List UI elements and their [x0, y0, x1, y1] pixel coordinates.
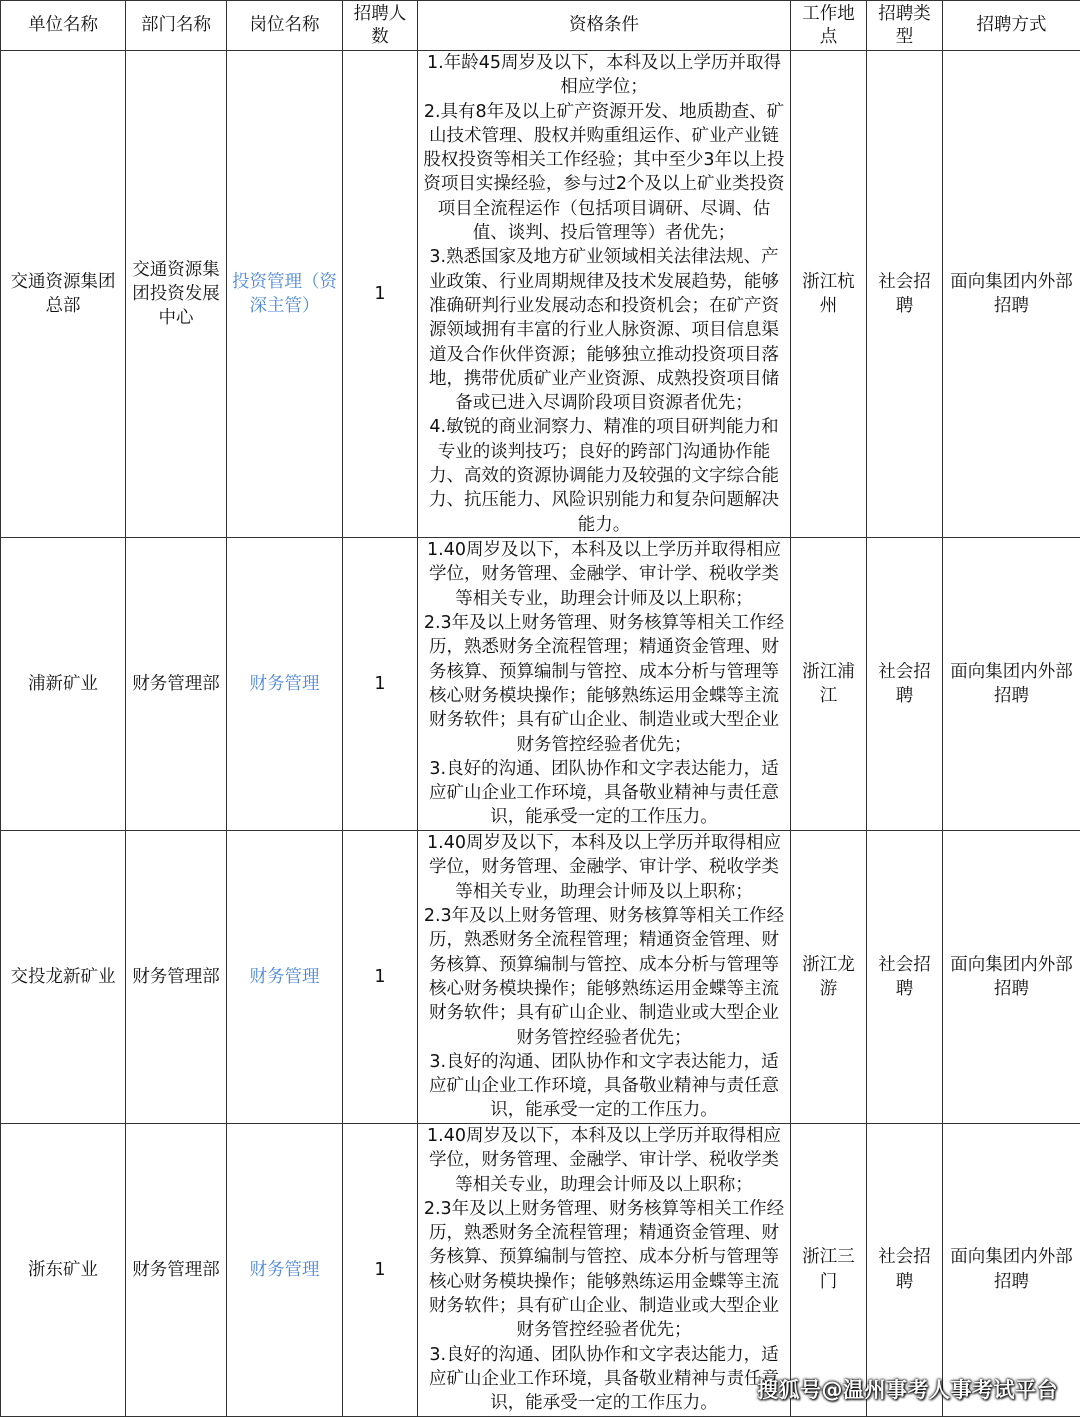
requirement-item: 1.40周岁及以下，本科及以上学历并取得相应学位，财务管理、金融学、审计学、税收学类等相关专业，助理会计师及以上职称；: [422, 538, 786, 611]
table-row: [1, 830, 1080, 1123]
table-row: [1, 51, 1080, 538]
cell-position: 财务管理: [227, 537, 343, 830]
header-location: 工作地点: [791, 1, 867, 51]
cell-unit: 浙东矿业: [1, 1123, 126, 1416]
requirement-item: 1.年龄45周岁及以下，本科及以上学历并取得相应学位；: [422, 51, 786, 100]
requirement-item: 1.40周岁及以下，本科及以上学历并取得相应学位，财务管理、金融学、审计学、税收学类等相关专业，助理会计师及以上职称；: [422, 831, 786, 904]
requirement-item: 3.良好的沟通、团队协作和文字表达能力，适应矿山企业工作环境，具备敬业精神与责任意识，能承受一定的工作压力。: [422, 1050, 786, 1123]
requirement-item: 3.熟悉国家及地方矿业领域相关法律法规、产业政策、行业周期规律及技术发展趋势，能够准确研判行业发展动态和投资机会；在矿产资源领域拥有丰富的行业人脉资源、项目信息渠道及合作伙伴资源；能够独立推动投资项目落地，携带优质矿业产业资源、成熟投资项目储备或已进入尽调阶段项目资源者优先；: [422, 245, 786, 415]
cell-type: 社会招聘: [867, 1123, 943, 1416]
cell-count: 1: [343, 1123, 418, 1416]
header-dept: 部门名称: [126, 1, 227, 51]
cell-method: 面向集团内外部招聘: [943, 51, 1080, 538]
cell-type: 社会招聘: [867, 537, 943, 830]
cell-dept: 交通资源集团投资发展中心: [126, 51, 227, 538]
header-position: 岗位名称: [227, 1, 343, 51]
cell-method: 面向集团内外部招聘: [943, 830, 1080, 1123]
cell-requirements: [418, 830, 791, 1123]
requirement-item: 2.3年及以上财务管理、财务核算等相关工作经历，熟悉财务全流程管理；精通资金管理、财务核算、预算编制与管控、成本分析与管理等核心财务模块操作；能够熟练运用金蝶等主流财务软件；具有矿山企业、制造业或大型企业财务管控经验者优先；: [422, 611, 786, 757]
table-row: [1, 537, 1080, 830]
cell-dept: 财务管理部: [126, 1123, 227, 1416]
cell-count: 1: [343, 830, 418, 1123]
header-requirements: 资格条件: [418, 1, 791, 51]
table-row: [1, 1123, 1080, 1416]
cell-unit: 交投龙新矿业: [1, 830, 126, 1123]
cell-dept: 财务管理部: [126, 830, 227, 1123]
requirement-item: 1.40周岁及以下，本科及以上学历并取得相应学位，财务管理、金融学、审计学、税收学类等相关专业，助理会计师及以上职称；: [422, 1124, 786, 1197]
cell-requirements: [418, 1123, 791, 1416]
cell-count: 1: [343, 51, 418, 538]
cell-method: 面向集团内外部招聘: [943, 1123, 1080, 1416]
requirement-item: 4.敏锐的商业洞察力、精准的项目研判能力和专业的谈判技巧；良好的跨部门沟通协作能力、高效的资源协调能力及较强的文字综合能力、抗压能力、风险识别能力和复杂问题解决能力。: [422, 415, 786, 536]
header-unit: 单位名称: [1, 1, 126, 51]
requirement-item: 2.3年及以上财务管理、财务核算等相关工作经历，熟悉财务全流程管理；精通资金管理、财务核算、预算编制与管控、成本分析与管理等核心财务模块操作；能够熟练运用金蝶等主流财务软件；具有矿山企业、制造业或大型企业财务管控经验者优先；: [422, 904, 786, 1050]
cell-requirements: [418, 537, 791, 830]
cell-method: 面向集团内外部招聘: [943, 537, 1080, 830]
header-count: 招聘人数: [343, 1, 418, 51]
watermark: 搜狐号@温州事考人事考试平台: [757, 1374, 1058, 1404]
cell-location: 浙江龙游: [791, 830, 867, 1123]
cell-dept: 财务管理部: [126, 537, 227, 830]
cell-requirements: [418, 51, 791, 538]
cell-type: 社会招聘: [867, 830, 943, 1123]
cell-count: 1: [343, 537, 418, 830]
cell-unit: 浦新矿业: [1, 537, 126, 830]
requirement-item: 2.具有8年及以上矿产资源开发、地质勘查、矿山技术管理、股权并购重组运作、矿业产业链股权投资等相关工作经验；其中至少3年以上投资项目实操经验，参与过2个及以上矿业类投资项目全流程运作（包括项目调研、尽调、估值、谈判、投后管理等）者优先；: [422, 100, 786, 246]
cell-location: 浙江浦江: [791, 537, 867, 830]
cell-location: 浙江杭州: [791, 51, 867, 538]
requirement-item: 2.3年及以上财务管理、财务核算等相关工作经历，熟悉财务全流程管理；精通资金管理、财务核算、预算编制与管控、成本分析与管理等核心财务模块操作；能够熟练运用金蝶等主流财务软件；具有矿山企业、制造业或大型企业财务管控经验者优先；: [422, 1197, 786, 1343]
header-type: 招聘类型: [867, 1, 943, 51]
requirement-item: 3.良好的沟通、团队协作和文字表达能力，适应矿山企业工作环境，具备敬业精神与责任意识，能承受一定的工作压力。: [422, 757, 786, 830]
header-method: 招聘方式: [943, 1, 1080, 51]
cell-unit: 交通资源集团总部: [1, 51, 126, 538]
requirement-item: 3.良好的沟通、团队协作和文字表达能力，适应矿山企业工作环境，具备敬业精神与责任意识，能承受一定的工作压力。: [422, 1343, 786, 1416]
cell-position: 财务管理: [227, 1123, 343, 1416]
cell-position: 财务管理: [227, 830, 343, 1123]
cell-position: 投资管理（资深主管）: [227, 51, 343, 538]
cell-type: 社会招聘: [867, 51, 943, 538]
header-row: [1, 1, 1080, 51]
cell-location: 浙江三门: [791, 1123, 867, 1416]
